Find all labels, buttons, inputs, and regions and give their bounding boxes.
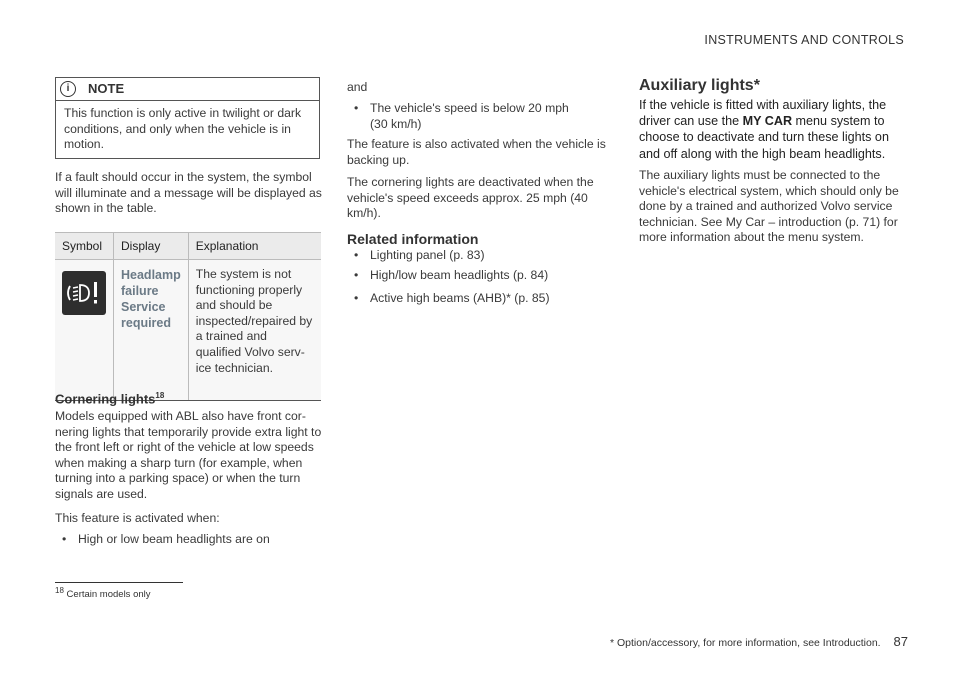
bullet-text: The vehicle's speed is below 20 mph — [370, 101, 569, 115]
bullet-dot: • — [62, 532, 67, 546]
display-line: required — [121, 316, 172, 330]
display-line: failure — [121, 284, 159, 298]
footer — [610, 634, 908, 649]
note-header — [56, 78, 319, 101]
footnote — [55, 586, 151, 600]
table-cell-symbol — [55, 260, 114, 401]
table-header-display: Display — [114, 233, 189, 260]
headlamp-fault-warning-icon — [62, 271, 106, 315]
display-line: Service — [121, 300, 166, 314]
table-cell-explanation — [188, 260, 321, 401]
bullet-dot: • — [354, 291, 359, 305]
bullet-text: High or low beam headlights are on — [78, 532, 270, 546]
auxiliary-lead: If the vehicle is fitted with auxiliary lights, the driver can use the MY CAR menu system to choose to deactivate and turn these lights on and off along with the high beam headlights. — [639, 98, 889, 161]
related-link-text[interactable]: Lighting panel (p. 83) — [370, 248, 485, 262]
footnote-text: Certain models only — [66, 589, 151, 601]
activated-when: This feature is activated when: — [55, 511, 220, 525]
cornering-text: Models equipped with ABL also have front cor-nering lights that temporarily provide extra light to the front left or right of the vehicle at low speeds when making a sharp turn (for example, when turning into a parking space) or when the turn signals are used. — [55, 409, 322, 501]
note-box — [55, 77, 320, 159]
footer-note: * Option/accessory, for more information, see Introduction. — [610, 637, 881, 649]
info-icon: i — [60, 81, 76, 97]
table-header-explanation: Explanation — [188, 233, 321, 260]
bullet-continuation: (30 km/h) — [370, 117, 422, 131]
display-line: Headlamp — [121, 268, 181, 282]
menu-name: MY CAR — [742, 114, 793, 129]
table-row — [55, 260, 321, 401]
bullet-dot: • — [354, 268, 359, 282]
related-link-text[interactable]: Active high beams (AHB)* (p. 85) — [370, 291, 550, 305]
and-text: and — [347, 80, 368, 94]
footnote-ref: 18 — [155, 391, 165, 400]
table-cell-display — [114, 260, 189, 401]
fault-table — [55, 232, 321, 401]
auxiliary-heading: Auxiliary lights* — [639, 77, 760, 94]
cornering-heading: Cornering lights$^{18}$ — [55, 391, 165, 407]
note-title: NOTE — [88, 81, 125, 96]
related-link-text[interactable]: High/low beam headlights (p. 84) — [370, 268, 549, 282]
bullet-dot: • — [354, 101, 359, 115]
fault-intro: If a fault should occur in the system, the symbol will illuminate and a message will be displayed as shown in the table. — [55, 170, 322, 216]
footnote-divider — [55, 582, 183, 583]
footnote-number: 18 — [55, 586, 64, 595]
explanation-text: The system is not functioning properly and should be inspected/repaired by a trained and qualified Volvo serv-ice technician. — [195, 267, 313, 375]
auxiliary-body: The auxiliary lights must be connected to the vehicle's electrical system, which should only be done by a trained and authorized Volvo service technician. See My Car – introduction (p. 71) for more information about the menu system. — [639, 168, 899, 245]
related-heading: Related information — [347, 231, 479, 247]
note-text: This function is only active in twilight or dark conditions, and only when the vehicle is in motion. — [64, 106, 302, 152]
bullet-dot: • — [354, 248, 359, 262]
deactivated-text: The cornering lights are deactivated when the vehicle's speed exceeds approx. 25 mph (40 km/h). — [347, 175, 594, 221]
section-header: INSTRUMENTS AND CONTROLS — [704, 33, 904, 47]
page-number: 87 — [893, 634, 908, 649]
table-header-symbol: Symbol — [55, 233, 114, 260]
reversing-text: The feature is also activated when the vehicle is backing up. — [347, 137, 606, 167]
